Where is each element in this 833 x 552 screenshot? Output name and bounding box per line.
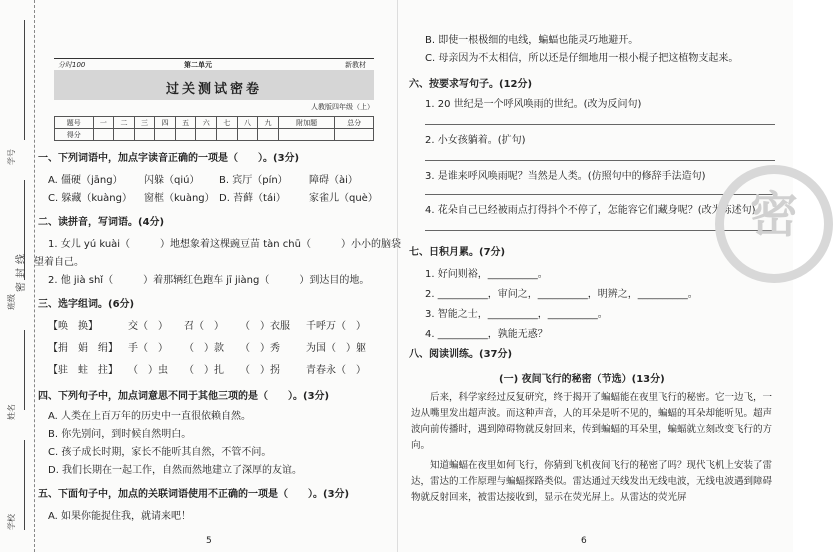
table-cell: 三 bbox=[134, 117, 155, 129]
binding-line bbox=[24, 440, 25, 530]
table-cell: 九 bbox=[258, 117, 279, 129]
score-input-cell[interactable] bbox=[335, 129, 374, 141]
q4-option: A. 人类在上百万年的历史中一直很依赖自然。 bbox=[48, 411, 252, 422]
q3-blank: （ ）款 bbox=[184, 343, 224, 354]
title-box bbox=[54, 70, 374, 100]
q3-group-label: 【驻 蛀 拄】 bbox=[48, 365, 118, 376]
score-input-cell[interactable] bbox=[114, 129, 135, 141]
q4-option: B. 你先别问，到时候自然明白。 bbox=[48, 429, 192, 440]
score-input-cell[interactable] bbox=[258, 129, 279, 141]
class-label: 班级 bbox=[7, 294, 16, 310]
q1-option: 家雀儿（què） bbox=[309, 193, 378, 204]
q1-option: A. 僵硬（jāng） bbox=[48, 175, 123, 186]
score-input-cell[interactable] bbox=[237, 129, 258, 141]
q1-option: 窗框（kuàng） bbox=[144, 193, 215, 204]
page-divider bbox=[397, 0, 398, 552]
q6-item: 1. 20 世纪是一个呼风唤雨的世纪。(改为反问句) bbox=[425, 99, 642, 110]
score-input-cell[interactable] bbox=[278, 129, 335, 141]
seal-stamp: 密 bbox=[715, 165, 833, 283]
q2-line: 1. 女儿 yú kuài（ ）地想象着这棵豌豆苗 tàn chū（ ）小小的脑袋 bbox=[48, 239, 401, 250]
unit-label: 第二单元 bbox=[184, 61, 212, 69]
q1-option: C. 躲藏（kuàng） bbox=[48, 193, 132, 204]
score-value-row bbox=[55, 129, 374, 141]
seal-char: 密 bbox=[16, 282, 27, 292]
table-cell: 附加题 bbox=[278, 117, 335, 129]
seal-char: 线 bbox=[16, 254, 27, 264]
q3-blank: （ ）虫 bbox=[128, 365, 168, 376]
q3-blank: 手（ ） bbox=[128, 343, 168, 354]
q1-option: 障碍（ài） bbox=[309, 175, 358, 186]
q7-item: 1. 好问则裕，__________。 bbox=[425, 269, 548, 280]
q3-blank: 为国（ ）躯 bbox=[306, 343, 366, 354]
name-label: 姓名 bbox=[7, 404, 16, 420]
q3-blank: （ ）衣服 bbox=[240, 321, 290, 332]
score-input-cell[interactable] bbox=[155, 129, 176, 141]
q4-option: C. 孩子成长时期，家长不能听其自然，不管不问。 bbox=[48, 447, 272, 458]
question-8-title: 八、阅读训练。(37分) bbox=[409, 349, 513, 360]
q3-group-label: 【唤 换】 bbox=[48, 321, 98, 332]
question-1-title: 一、下列词语中，加点字读音正确的一项是（ ）。(3分) bbox=[38, 153, 300, 164]
q6-item: 2. 小女孩躺着。(扩句) bbox=[425, 135, 526, 146]
passage-title: (一) 夜间飞行的秘密（节选）(13分) bbox=[499, 374, 665, 385]
q3-blank: 青春永（ ） bbox=[306, 365, 366, 376]
q3-blank: （ ）扎 bbox=[184, 365, 224, 376]
score-input-cell[interactable] bbox=[93, 129, 114, 141]
score-input-cell[interactable] bbox=[134, 129, 155, 141]
table-cell: 一 bbox=[93, 117, 114, 129]
page-number: 6 bbox=[581, 536, 587, 546]
question-3-title: 三、选字组词。(6分) bbox=[38, 299, 135, 310]
q1-option: D. 苔藓（tái） bbox=[219, 193, 286, 204]
binding-line bbox=[24, 330, 25, 410]
left-page bbox=[34, 0, 401, 552]
q3-blank: 千呼万（ ） bbox=[306, 321, 366, 332]
passage-paragraph: 后来，科学家经过反复研究，终于揭开了蝙蝠能在夜里飞行的秘密。它一边飞，一边从嘴里发出超声波。而这种声音，人的耳朵是听不见的，蝙蝠的耳朵却能听见。超声波向前传播时，遇到障碍物就反射回来，传到蝙蝠的耳朵里，蝙蝠就立刻改变飞行的方向。 bbox=[411, 392, 773, 451]
question-5-title: 五、下面句子中，加点的关联词语使用不正确的一项是（ ）。(3分) bbox=[38, 489, 350, 500]
q3-blank: （ ）拐 bbox=[240, 365, 280, 376]
q6-item: 4. 花朵自己已经被雨点打得抖个不停了，怎能容它们藏身呢？(改为陈述句) bbox=[425, 205, 756, 216]
binding-line bbox=[24, 180, 25, 280]
q7-item: 4. __________，孰能无惑？ bbox=[425, 329, 548, 340]
score-header-row bbox=[55, 117, 374, 129]
student-id-label: 学号 bbox=[7, 149, 16, 165]
table-cell: 总分 bbox=[335, 117, 374, 129]
score-label: 分时100 bbox=[58, 61, 86, 69]
q3-group-label: 【捐 娟 绢】 bbox=[48, 343, 118, 354]
q1-option: 闪躲（qiú） bbox=[144, 175, 200, 186]
question-7-title: 七、日积月累。(7分) bbox=[409, 247, 506, 258]
binding-strip bbox=[0, 0, 35, 552]
table-cell: 四 bbox=[155, 117, 176, 129]
q3-blank: 召（ ） bbox=[184, 321, 224, 332]
score-table bbox=[54, 116, 374, 141]
table-cell: 二 bbox=[114, 117, 135, 129]
table-cell: 七 bbox=[217, 117, 238, 129]
edition-label: 新教材 bbox=[345, 61, 366, 69]
q6-item: 3. 是谁来呼风唤雨呢？当然是人类。(仿照句中的修辞手法造句) bbox=[425, 171, 706, 182]
binding-line bbox=[24, 20, 25, 140]
q1-option: B. 宾厅（pín） bbox=[219, 175, 288, 186]
q4-option: D. 我们长期在一起工作，自然而然地建立了深厚的友谊。 bbox=[48, 465, 303, 476]
answer-line[interactable] bbox=[425, 124, 775, 125]
q3-blank: 交（ ） bbox=[128, 321, 168, 332]
q3-blank: （ ）秀 bbox=[240, 343, 280, 354]
q7-item: 2. __________，审问之，__________，明辨之，__________。 bbox=[425, 289, 698, 300]
question-6-title: 六、按要求写句子。(12分) bbox=[409, 79, 533, 90]
q5-option: C. 母亲因为不太相信，所以还是仔细地用一根小棍子把这植物支起来。 bbox=[425, 53, 739, 64]
exam-title: 过关测试密卷 bbox=[165, 82, 262, 97]
question-4-title: 四、下列句子中，加点词意思不同于其他三项的是（ ）。(3分) bbox=[38, 391, 330, 402]
table-cell: 五 bbox=[175, 117, 196, 129]
page-number: 5 bbox=[206, 536, 212, 546]
q5-option: A. 如果你能捉住我，就请来吧！ bbox=[48, 511, 192, 522]
score-input-cell[interactable] bbox=[217, 129, 238, 141]
passage-paragraph: 知道蝙蝠在夜里如何飞行，你猜到飞机夜间飞行的秘密了吗？现代飞机上安装了雷达，雷达的工作原理与蝙蝠探路类似。雷达通过天线发出无线电波，无线电波遇到障碍物就反射回来，被雷达接收到，显示在荧光屏上。从雷达的荧光屏 bbox=[411, 460, 773, 503]
q7-item: 3. 智能之士，__________，__________。 bbox=[425, 309, 608, 320]
school-label: 学校 bbox=[7, 514, 16, 530]
q5-option: B. 即使一根极细的电线，蝙蝠也能灵巧地避开。 bbox=[425, 35, 639, 46]
grade-label: 人教版四年级（上） bbox=[311, 103, 374, 111]
table-cell: 题号 bbox=[55, 117, 94, 129]
score-input-cell[interactable] bbox=[175, 129, 196, 141]
q2-line: 望着自己。 bbox=[34, 257, 84, 268]
q2-line: 2. 他 jià shǐ（ ）着那辆红色跑车 jī jiàng（ ）到达目的地。 bbox=[48, 275, 370, 286]
score-input-cell[interactable] bbox=[196, 129, 217, 141]
table-cell: 得分 bbox=[55, 129, 94, 141]
table-cell: 八 bbox=[237, 117, 258, 129]
answer-line[interactable] bbox=[425, 160, 775, 161]
table-cell: 六 bbox=[196, 117, 217, 129]
right-page bbox=[403, 0, 785, 552]
seal-char: 封 bbox=[16, 268, 27, 278]
question-2-title: 二、读拼音，写词语。(4分) bbox=[38, 217, 165, 228]
